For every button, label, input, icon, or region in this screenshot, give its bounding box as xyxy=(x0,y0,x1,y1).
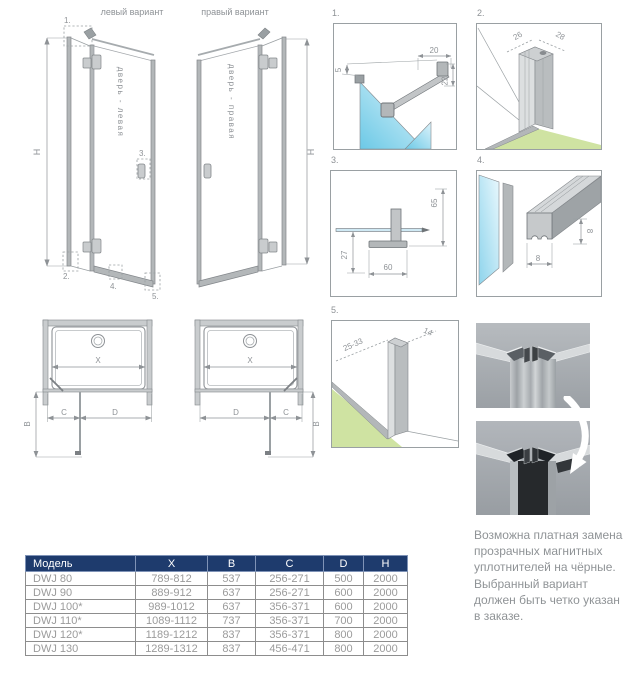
detail-4-drawing xyxy=(477,171,601,296)
callout-2: 2. xyxy=(63,272,70,281)
right-plan-c-label: C xyxy=(283,408,289,417)
callout-5: 5. xyxy=(152,292,159,301)
cell-h: 2000 xyxy=(364,586,408,600)
cell-h: 2000 xyxy=(364,600,408,614)
cell-b: 637 xyxy=(208,586,256,600)
detail-2 xyxy=(476,23,602,150)
cell-b: 637 xyxy=(208,600,256,614)
left-door-drawing xyxy=(32,16,160,301)
cell-model: DWJ 100* xyxy=(26,600,136,614)
detail-5-drawing xyxy=(332,321,458,447)
wall-edge-line xyxy=(478,28,519,102)
detail-2-number: 2. xyxy=(477,8,485,18)
detail-1-drawing xyxy=(334,24,456,149)
right-door-knob xyxy=(204,164,211,178)
cell-d: 500 xyxy=(324,572,364,586)
detail-1 xyxy=(333,23,457,150)
cell-model: DWJ 120* xyxy=(26,628,136,642)
right-door-edge-profile xyxy=(197,60,201,284)
cell-d: 800 xyxy=(324,628,364,642)
cell-d: 800 xyxy=(324,642,364,656)
glass-edge-profile xyxy=(503,183,513,272)
right-door-drawing xyxy=(197,28,316,287)
right-door-label: дверь - правая xyxy=(227,63,236,141)
cell-b: 737 xyxy=(208,614,256,628)
col-header-x: X xyxy=(136,556,208,572)
cell-c: 356-371 xyxy=(256,600,324,614)
dim-26: 26 xyxy=(511,29,524,42)
detail-4-number: 4. xyxy=(477,155,485,165)
knob-base xyxy=(369,241,407,248)
left-hinge-profile xyxy=(90,45,94,271)
plan-views-drawing xyxy=(18,302,328,472)
seal-side-left xyxy=(510,461,518,515)
col-header-model: Модель xyxy=(26,556,136,572)
col-header-d: D xyxy=(324,556,364,572)
detail-3 xyxy=(330,170,457,297)
note-line: прозрачных магнитных xyxy=(474,544,603,559)
cell-h: 2000 xyxy=(364,614,408,628)
cell-x: 989-1012 xyxy=(136,600,208,614)
glass-top-profile xyxy=(355,75,364,83)
glass-tip xyxy=(422,228,430,233)
right-variant-title: правый вариант xyxy=(201,7,269,17)
cell-c: 356-371 xyxy=(256,628,324,642)
table-row xyxy=(26,628,408,642)
detail-5-number: 5. xyxy=(331,305,339,315)
cell-x: 1289-1312 xyxy=(136,642,208,656)
right-bottom-hinge xyxy=(259,239,277,253)
right-plan-b-label: B xyxy=(312,421,321,427)
dim-8-bottom: 8 xyxy=(535,254,541,263)
door-variants-drawing xyxy=(18,2,318,302)
cell-b: 537 xyxy=(208,572,256,586)
right-door-handle xyxy=(265,451,271,455)
dim-27: 27 xyxy=(340,250,349,260)
right-wall-profile xyxy=(282,37,286,265)
note-line: в заказе. xyxy=(474,609,524,624)
left-top-hinge xyxy=(83,55,101,69)
callout-4: 4. xyxy=(110,282,117,291)
cell-x: 789-812 xyxy=(136,572,208,586)
right-wall-bracket xyxy=(258,28,270,39)
detail-1-number: 1. xyxy=(332,8,340,18)
left-bottom-hinge xyxy=(83,239,101,253)
right-plan xyxy=(195,320,321,457)
detail-5 xyxy=(331,320,459,448)
cell-model: DWJ 90 xyxy=(26,586,136,600)
cell-c: 456-471 xyxy=(256,642,324,656)
cell-d: 700 xyxy=(324,614,364,628)
left-door-handle xyxy=(75,451,81,455)
table-header-row xyxy=(26,556,408,572)
floor-edge-line xyxy=(406,431,458,441)
table-row xyxy=(26,586,408,600)
col-header-h: H xyxy=(364,556,408,572)
dim-14: 14 xyxy=(422,325,434,338)
support-bar xyxy=(385,72,449,113)
left-plan-c-label: C xyxy=(61,408,67,417)
glass-edge xyxy=(336,229,422,232)
cell-model: DWJ 110* xyxy=(26,614,136,628)
left-wall-bracket xyxy=(84,28,96,39)
detail-2-drawing xyxy=(477,24,601,149)
callout-3: 3. xyxy=(139,149,146,158)
replace-arrow-icon xyxy=(541,396,597,480)
glass-pane xyxy=(479,175,499,285)
cell-c: 256-271 xyxy=(256,572,324,586)
left-door-label: дверь - левая xyxy=(116,66,125,138)
dim-8-right: 8 xyxy=(585,228,594,234)
left-wall-profile xyxy=(67,37,71,266)
cell-h: 2000 xyxy=(364,628,408,642)
left-height-label: H xyxy=(32,148,42,156)
seal-replacement-note xyxy=(474,527,632,624)
note-line: Выбранный вариант xyxy=(474,576,588,591)
wall-profile-3d xyxy=(519,47,553,132)
cell-x: 889-912 xyxy=(136,586,208,600)
cell-x: 1189-1212 xyxy=(136,628,208,642)
dim-60: 60 xyxy=(383,263,393,272)
detail-3-number: 3. xyxy=(331,155,339,165)
right-hinge-profile xyxy=(258,45,262,271)
table-row xyxy=(26,572,408,586)
note-line: Возможна платная замена xyxy=(474,528,623,542)
knob-post xyxy=(391,209,401,242)
cell-c: 356-371 xyxy=(256,614,324,628)
cell-d: 600 xyxy=(324,600,364,614)
col-header-b: B xyxy=(208,556,256,572)
extension-profile-3d xyxy=(388,338,408,439)
cell-model: DWJ 130 xyxy=(26,642,136,656)
dim-28: 28 xyxy=(554,29,567,42)
left-door-knob xyxy=(138,164,145,178)
dim-22: 22 xyxy=(440,76,450,86)
left-plan-b-label: B xyxy=(23,421,32,427)
note-line: уплотнителей на чёрные. xyxy=(474,560,616,575)
cell-c: 256-271 xyxy=(256,586,324,600)
left-plan-d-label: D xyxy=(112,408,118,417)
detail-3-drawing xyxy=(331,171,456,296)
right-plan-d-label: D xyxy=(233,408,239,417)
cell-h: 2000 xyxy=(364,572,408,586)
callout-1: 1. xyxy=(64,16,71,25)
glass-clamp xyxy=(381,103,394,117)
left-variant-title: левый вариант xyxy=(100,7,164,17)
ceiling-line xyxy=(347,60,437,64)
right-plan-x-label: X xyxy=(247,356,253,365)
table-row xyxy=(26,614,408,628)
col-header-c: C xyxy=(256,556,324,572)
right-drain xyxy=(244,335,257,348)
right-top-hinge xyxy=(259,55,277,69)
dim-5: 5 xyxy=(334,67,343,73)
cell-b: 837 xyxy=(208,642,256,656)
dim-20: 20 xyxy=(429,46,439,55)
table-row xyxy=(26,600,408,614)
cell-x: 1089-1112 xyxy=(136,614,208,628)
size-table xyxy=(25,555,408,656)
cell-b: 837 xyxy=(208,628,256,642)
cell-d: 600 xyxy=(324,586,364,600)
right-height-label: H xyxy=(306,148,316,156)
cell-h: 2000 xyxy=(364,642,408,656)
detail-4 xyxy=(476,170,602,297)
note-line: должен быть четко указан xyxy=(474,592,620,607)
dim-25-33: 25-33 xyxy=(341,336,365,353)
table-row xyxy=(26,642,408,656)
left-drain xyxy=(92,335,105,348)
left-plan xyxy=(23,320,152,457)
dim-65: 65 xyxy=(430,198,439,208)
cell-model: DWJ 80 xyxy=(26,572,136,586)
left-door-edge-profile xyxy=(151,60,155,284)
left-plan-x-label: X xyxy=(95,356,101,365)
